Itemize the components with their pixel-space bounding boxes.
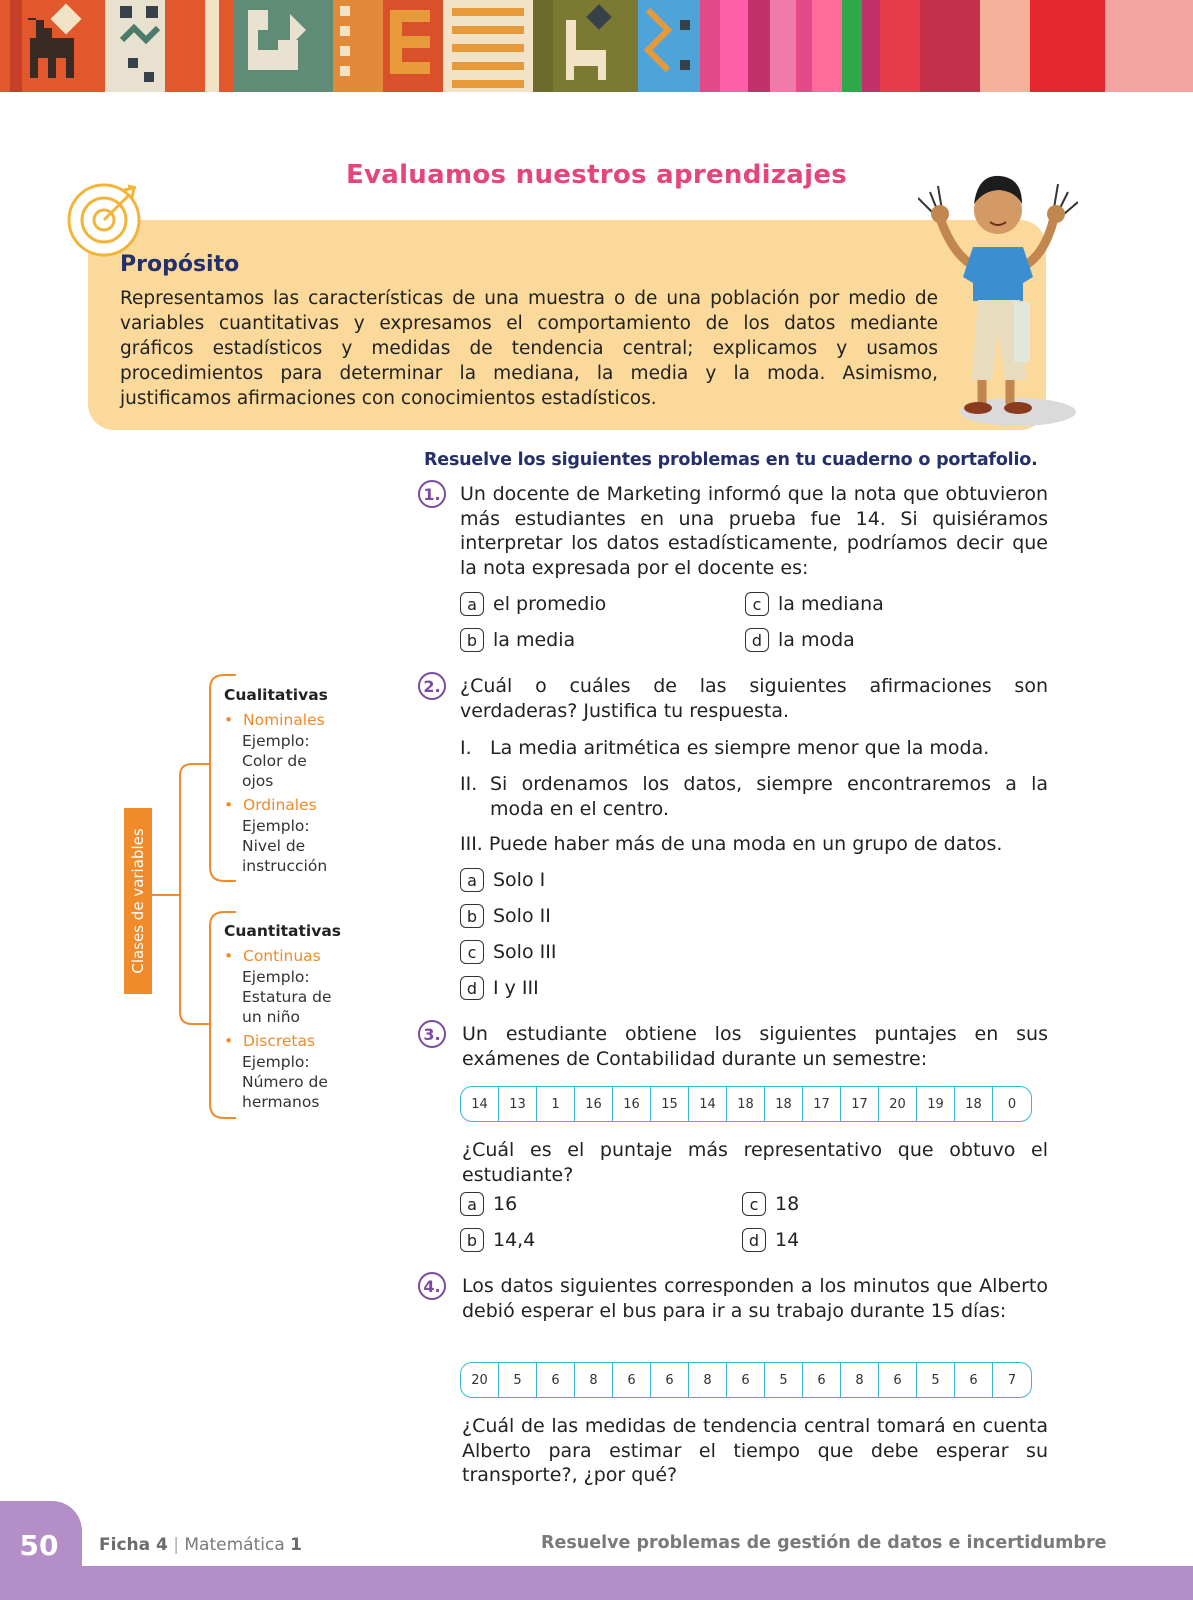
question-3-option-c[interactable] [742,1192,799,1216]
statement-text: Si ordenamos los datos, siempre encontraremos a la moda en el centro. [490,773,1048,820]
data-cell: 14 [461,1087,499,1121]
textile-pattern-graphic [0,0,1193,92]
question-1-number: 1. [418,480,446,508]
question-4-number: 4. [418,1272,446,1300]
item-name: Discretas [243,1032,316,1050]
data-cell: 16 [613,1087,651,1121]
question-3-text: Un estudiante obtiene los siguientes puntajes en sus exámenes de Contabilidad durante un semestre: [462,1023,1048,1070]
subject-label: Matemática [184,1535,285,1555]
option-letter: b [460,628,484,652]
wait-times-table [460,1362,1032,1398]
statement-3 [460,832,1048,857]
option-letter: c [745,592,769,616]
textile-header-band [0,0,1193,92]
purpose-text: Representamos las características de una muestra o de una población por medio de variables cuantitativas y expresamos el comportamiento de los datos mediante gráficos estadísticos y medidas de tendencia central; explicamos y usamos procedimientos para determinar la mediana, la media y la moda. Asimismo, justificamos afirmaciones con conocimientos estadísticos. [120,288,938,409]
question-2-option-c[interactable] [460,940,556,964]
question-2-number: 2. [418,672,446,700]
option-text: el promedio [493,593,607,615]
grade-label: 1 [290,1535,302,1555]
option-letter: a [460,592,484,616]
option-letter: b [460,1228,484,1252]
category-item-discrete: • Discretas [224,1032,316,1050]
data-cell: 1 [537,1087,575,1121]
example-value: Nivel de instrucción [242,837,328,875]
option-letter: d [745,628,769,652]
page-title: Evaluamos nuestros aprendizajes [345,160,848,190]
option-letter: d [742,1228,766,1252]
data-cell: 18 [955,1087,993,1121]
sidebar-label: Clases de variables [129,828,147,974]
question-2-option-a[interactable] [460,868,545,892]
data-cell: 14 [689,1087,727,1121]
question-3-followup: ¿Cuál es el puntaje más representativo que obtuvo el estudiante? [462,1139,1048,1186]
option-text: Solo I [493,869,546,891]
data-cell: 17 [803,1087,841,1121]
option-text: 18 [775,1193,800,1215]
question-4-followup: ¿Cuál de las medidas de tendencia central tomará en cuenta Alberto para estimar el tiempo que debe esperar su transporte?, ¿por qué? [462,1415,1048,1486]
footer-sheet-info: Ficha 4 | Matemática 1 [99,1535,302,1555]
question-1-text: Un docente de Marketing informó que la nota que obtuvieron más estudiantes en una prueba fue 14. Si quisiéramos interpretar los datos estadísticamente, podríamos decir que la nota expresada por el docente es: [460,483,1048,579]
data-cell: 6 [727,1363,765,1397]
statement-numeral: III. [460,833,483,855]
statement-numeral: II. [460,773,478,795]
data-cell: 19 [917,1087,955,1121]
concept-map-brackets [150,672,250,1132]
example-value: Número de hermanos [242,1073,328,1111]
option-text: la mediana [778,593,884,615]
option-letter: a [460,868,484,892]
footer-competency: Resuelve problemas de gestión de datos e incertidumbre [541,1533,1107,1553]
category-item-nominal: • Nominales [224,711,325,729]
example-value: Estatura de un niño [242,988,332,1026]
data-cell: 5 [765,1363,803,1397]
question-3-option-d[interactable] [742,1228,799,1252]
statement-text: Puede haber más de una moda en un grupo de datos. [488,833,1003,855]
option-text: Solo II [493,905,551,927]
question-1-option-c[interactable] [745,592,884,616]
data-cell: 7 [1007,1372,1017,1388]
data-cell: 6 [651,1363,689,1397]
option-text: la moda [778,629,855,651]
instructions: Resuelve los siguientes problemas en tu cuaderno o portafolio. [424,450,1038,470]
data-cell: 6 [879,1363,917,1397]
option-letter: c [742,1192,766,1216]
data-cell: 17 [841,1087,879,1121]
data-cell: 5 [917,1363,955,1397]
data-cell: 8 [575,1363,613,1397]
data-cell: 6 [955,1363,993,1397]
item-name: Continuas [243,947,321,965]
question-1-option-a[interactable] [460,592,606,616]
data-cell: 15 [651,1087,689,1121]
category-item-continuous: • Continuas [224,947,321,965]
data-cell: 18 [727,1087,765,1121]
category-item-ordinal: • Ordinales [224,796,317,814]
question-3-number: 3. [418,1020,446,1048]
example-label: Ejemplo: [242,817,310,835]
question-4-text: Los datos siguientes corresponden a los minutos que Alberto debió esperar el bus para ir a su trabajo durante 15 días: [462,1275,1048,1322]
scores-table [460,1086,1032,1122]
option-letter: a [460,1192,484,1216]
data-cell: 20 [879,1087,917,1121]
item-name: Nominales [243,711,325,729]
option-letter: d [460,976,484,1000]
example-label: Ejemplo: [242,1053,310,1071]
data-cell: 13 [499,1087,537,1121]
question-3-option-a[interactable] [460,1192,517,1216]
option-text: 14,4 [493,1229,536,1251]
question-1-option-d[interactable] [745,628,855,652]
example-label: Ejemplo: [242,732,310,750]
data-cell: 6 [803,1363,841,1397]
option-text: I y III [493,977,539,999]
statement-1 [460,736,1048,761]
statement-text: La media aritmética es siempre menor que la moda. [490,737,990,759]
child-illustration [918,152,1078,442]
footer-bar [0,1566,1193,1600]
option-text: 16 [493,1193,518,1215]
statement-2 [460,772,1048,821]
data-cell: 0 [1007,1096,1017,1112]
question-2-text: ¿Cuál o cuáles de las siguientes afirmaciones son verdaderas? Justifica tu respuesta. [460,675,1048,722]
question-1-option-b[interactable] [460,628,575,652]
sheet-label: Ficha 4 [99,1535,168,1555]
data-cell: 8 [689,1363,727,1397]
data-cell: 16 [575,1087,613,1121]
target-icon [66,178,146,258]
purpose-title: Propósito [120,252,240,277]
option-text: la media [493,629,576,651]
data-cell: 5 [499,1363,537,1397]
question-2-option-b[interactable] [460,904,551,928]
example-label: Ejemplo: [242,968,310,986]
statement-numeral: I. [460,737,472,759]
data-cell: 6 [613,1363,651,1397]
data-cell: 20 [461,1363,499,1397]
data-cell: 8 [841,1363,879,1397]
data-cell: 6 [537,1363,575,1397]
example-value: Color de ojos [242,752,307,790]
item-name: Ordinales [243,796,317,814]
question-3-option-b[interactable] [460,1228,535,1252]
page-number: 50 [19,1529,59,1562]
data-cell: 18 [765,1087,803,1121]
option-text: Solo III [493,941,557,963]
option-text: 14 [775,1229,800,1251]
option-letter: b [460,904,484,928]
category-title-qualitative: Cualitativas [224,686,328,704]
question-2-option-d[interactable] [460,976,539,1000]
option-letter: c [460,940,484,964]
category-title-quantitative: Cuantitativas [224,922,342,940]
